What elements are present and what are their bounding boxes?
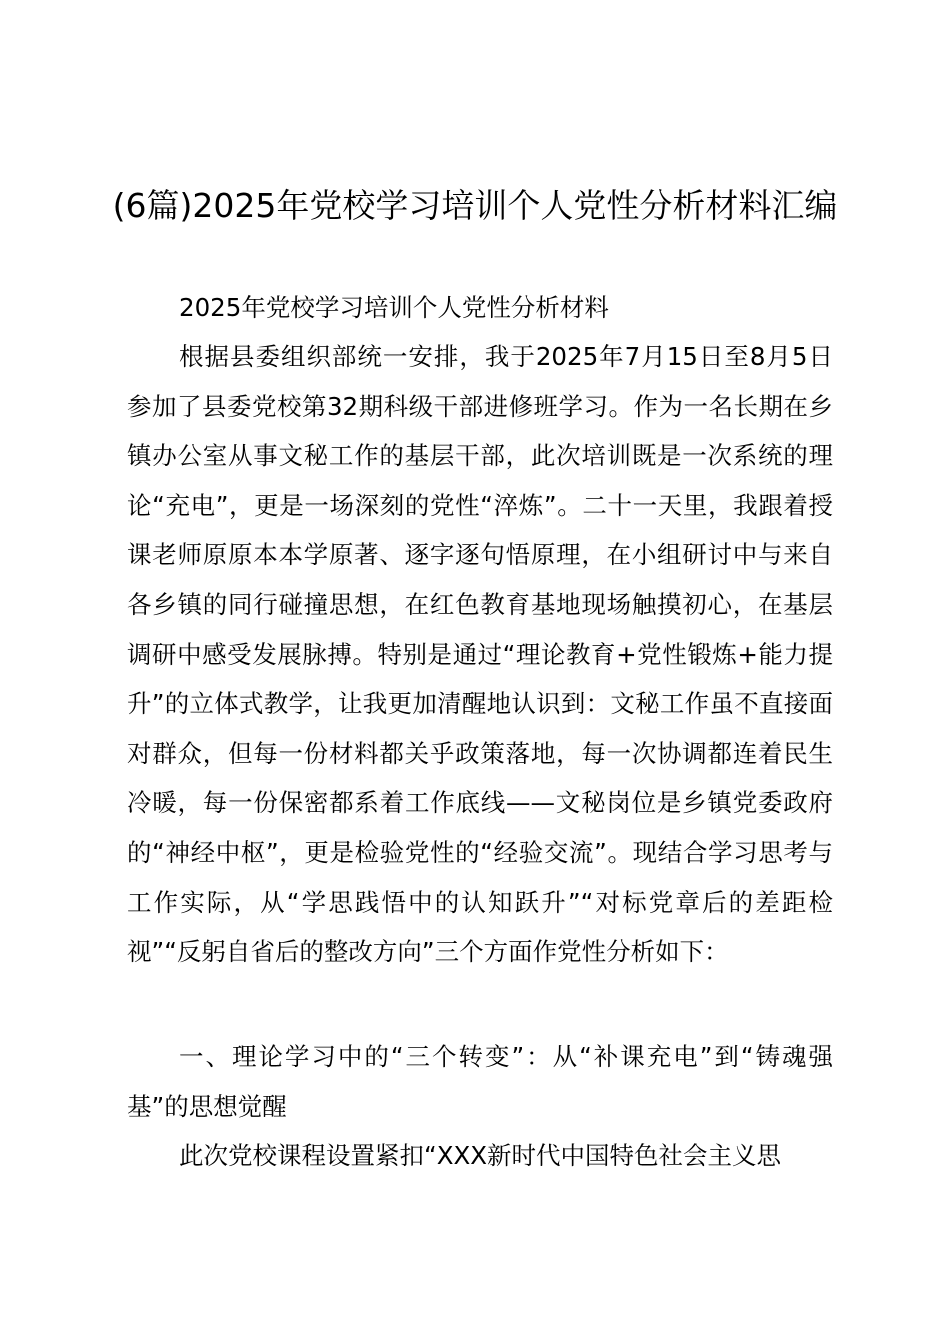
body-paragraph-intro: 根据县委组织部统一安排，我于2025年7月15日至8月5日参加了县委党校第32期科级干部进修班学习。作为一名长期在乡镇办公室从事文秘工作的基层干部，此次培训既是一次系统的理论“充电”，更是一场深刻的党性“淬炼”。二十一天里，我跟着授课老师原原本本学原著、逐字逐句悟原理，在小组研讨中与来自各乡镇的同行碰撞思想，在红色教育基地现场触摸初心，在基层调研中感受发展脉搏。特别是通过“理论教育+党性锻炼+能力提升”的立体式教学，让我更加清醒地认识到：文秘工作虽不直接面对群众，但每一份材料都关乎政策落地，每一次协调都连着民生冷暖，每一份保密都系着工作底线——文秘岗位是乡镇党委政府的“神经中枢”，更是检验党性的“经验交流”。现结合学习思考与工作实际，从“学思践悟中的认知跃升”“对标党章后的差距检视”“反躬自省后的整改方向”三个方面作党性分析如下： [127, 342, 833, 967]
document-subtitle: 2025年党校学习培训个人党性分析材料 [179, 293, 609, 322]
document-title: (6篇)2025年党校学习培训个人党性分析材料汇编 [112, 186, 838, 225]
body-paragraph-section-1: 此次党校课程设置紧扣“XXX新时代中国特色社会主义思 [179, 1141, 782, 1170]
section-heading-1: 一、理论学习中的“三个转变”：从“补课充电”到“铸魂强基”的思想觉醒 [127, 1042, 833, 1121]
